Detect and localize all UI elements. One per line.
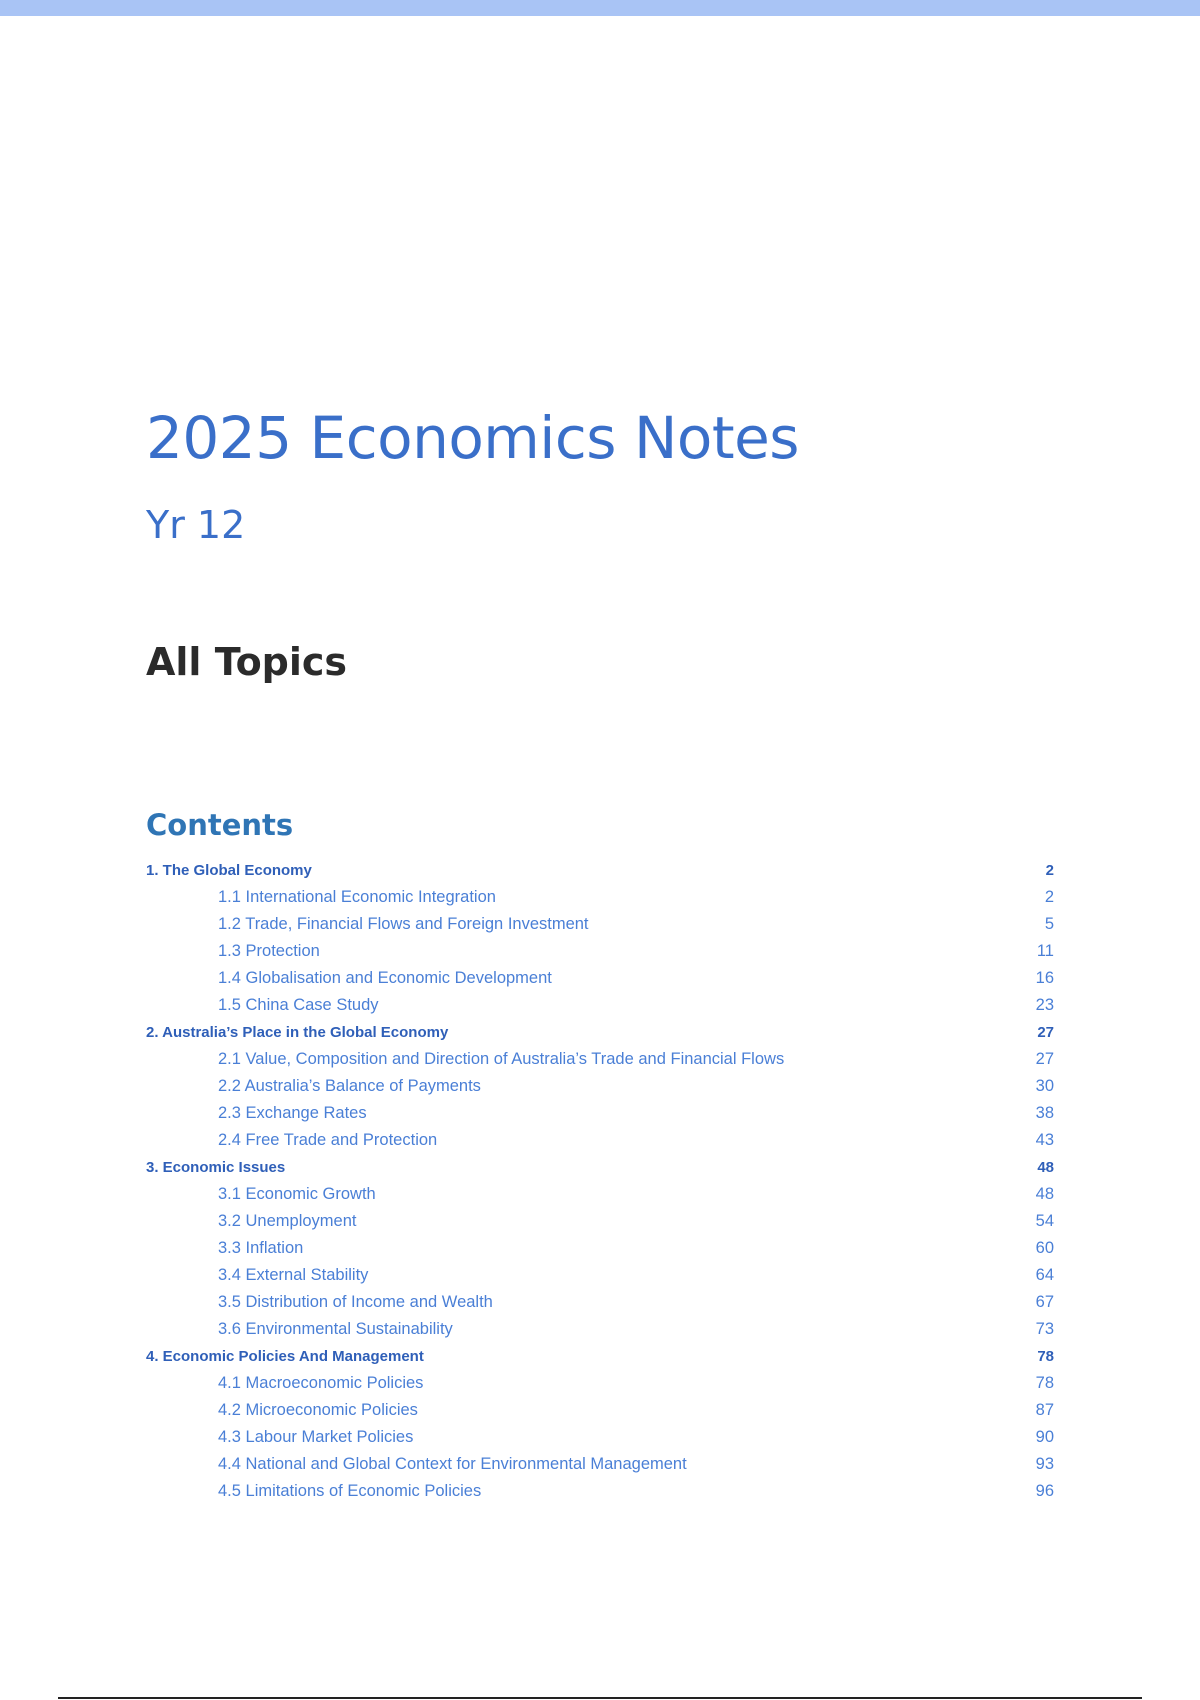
toc-section-link[interactable]	[146, 1154, 1054, 1181]
toc-entry-label: 4.3 Labour Market Policies	[218, 1428, 414, 1446]
toc-page-number: 11	[1036, 942, 1054, 960]
toc-topic-link[interactable]	[146, 911, 1054, 938]
toc-page-number: 54	[1035, 1212, 1054, 1230]
toc-page-number: 90	[1035, 1428, 1054, 1446]
toc-topic-link[interactable]	[146, 938, 1054, 965]
toc-topic-link[interactable]	[146, 1424, 1054, 1451]
toc-entry-label: 3.2 Unemployment	[218, 1212, 357, 1230]
toc-entry-label: 4.5 Limitations of Economic Policies	[218, 1482, 482, 1500]
toc-topic-link[interactable]	[146, 1316, 1054, 1343]
document-subtitle: Yr 12	[146, 503, 246, 547]
toc-entry-label: 4.4 National and Global Context for Environmental Management	[218, 1455, 687, 1473]
toc-topic-link[interactable]	[146, 1397, 1054, 1424]
toc-page-number: 78	[1035, 1374, 1054, 1392]
toc-topic-link[interactable]	[146, 1100, 1054, 1127]
topics-heading: All Topics	[146, 640, 348, 684]
toc-entry-label: 1. The Global Economy	[146, 862, 312, 879]
toc-page-number: 23	[1035, 996, 1054, 1014]
toc-section-link[interactable]	[146, 1343, 1054, 1370]
footer-divider	[58, 1697, 1142, 1699]
toc-topic-link[interactable]	[146, 1451, 1054, 1478]
toc-topic-link[interactable]	[146, 1127, 1054, 1154]
toc-entry-label: 3.5 Distribution of Income and Wealth	[218, 1293, 493, 1311]
toc-topic-link[interactable]	[146, 1235, 1054, 1262]
toc-entry-label: 2. Australia’s Place in the Global Economy	[146, 1024, 449, 1041]
toc-topic-link[interactable]	[146, 1478, 1054, 1505]
toc-entry-label: 4.2 Microeconomic Policies	[218, 1401, 418, 1419]
toc-entry-label: 3.3 Inflation	[218, 1239, 304, 1257]
toc-page-number: 48	[1037, 1159, 1054, 1176]
toc-page-number: 38	[1035, 1104, 1054, 1122]
toc-topic-link[interactable]	[146, 1181, 1054, 1208]
toc-entry-label: 3.4 External Stability	[218, 1266, 369, 1284]
toc-section-link[interactable]	[146, 857, 1054, 884]
toc-entry-label: 1.3 Protection	[218, 942, 320, 960]
toc-entry-label: 1.2 Trade, Financial Flows and Foreign Investment	[218, 915, 589, 933]
toc-page-number: 78	[1037, 1348, 1054, 1365]
toc-topic-link[interactable]	[146, 1289, 1054, 1316]
toc-topic-link[interactable]	[146, 1208, 1054, 1235]
toc-entry-label: 2.3 Exchange Rates	[218, 1104, 367, 1122]
toc-page-number: 16	[1035, 969, 1054, 987]
toc-entry-label: 3. Economic Issues	[146, 1159, 286, 1176]
toc-page-number: 60	[1035, 1239, 1054, 1257]
toc-page-number: 87	[1035, 1401, 1054, 1419]
toc-entry-label: 2.4 Free Trade and Protection	[218, 1131, 438, 1149]
toc-page-number: 30	[1035, 1077, 1054, 1095]
toc-entry-label: 3.6 Environmental Sustainability	[218, 1320, 453, 1338]
toc-topic-link[interactable]	[146, 1073, 1054, 1100]
toc-topic-link[interactable]	[146, 884, 1054, 911]
toc-section-link[interactable]	[146, 1019, 1054, 1046]
toc-page-number: 43	[1035, 1131, 1054, 1149]
toc-entry-label: 1.5 China Case Study	[218, 996, 379, 1014]
toc-page-number: 2	[1044, 888, 1054, 906]
document-title: 2025 Economics Notes	[146, 404, 799, 472]
toc-topic-link[interactable]	[146, 965, 1054, 992]
toc-topic-link[interactable]	[146, 1370, 1054, 1397]
toc-topic-link[interactable]	[146, 992, 1054, 1019]
header-band	[0, 0, 1200, 16]
toc-page-number: 48	[1035, 1185, 1054, 1203]
toc-entry-label: 3.1 Economic Growth	[218, 1185, 376, 1203]
toc-entry-label: 1.1 International Economic Integration	[218, 888, 496, 906]
toc-page-number: 96	[1035, 1482, 1054, 1500]
toc-entry-label: 2.1 Value, Composition and Direction of Australia’s Trade and Financial Flows	[218, 1050, 785, 1068]
toc-entry-label: 1.4 Globalisation and Economic Development	[218, 969, 552, 987]
toc-page-number: 27	[1035, 1050, 1054, 1068]
table-of-contents	[146, 857, 1054, 1505]
toc-entry-label: 2.2 Australia’s Balance of Payments	[218, 1077, 481, 1095]
toc-topic-link[interactable]	[146, 1262, 1054, 1289]
toc-page-number: 5	[1044, 915, 1054, 933]
toc-page-number: 27	[1037, 1024, 1054, 1041]
toc-entry-label: 4.1 Macroeconomic Policies	[218, 1374, 424, 1392]
contents-heading: Contents	[146, 808, 294, 842]
toc-page-number: 2	[1045, 862, 1054, 879]
toc-page-number: 93	[1035, 1455, 1054, 1473]
toc-page-number: 64	[1035, 1266, 1054, 1284]
toc-topic-link[interactable]	[146, 1046, 1054, 1073]
toc-entry-label: 4. Economic Policies And Management	[146, 1348, 424, 1365]
toc-page-number: 67	[1035, 1293, 1054, 1311]
toc-page-number: 73	[1035, 1320, 1054, 1338]
